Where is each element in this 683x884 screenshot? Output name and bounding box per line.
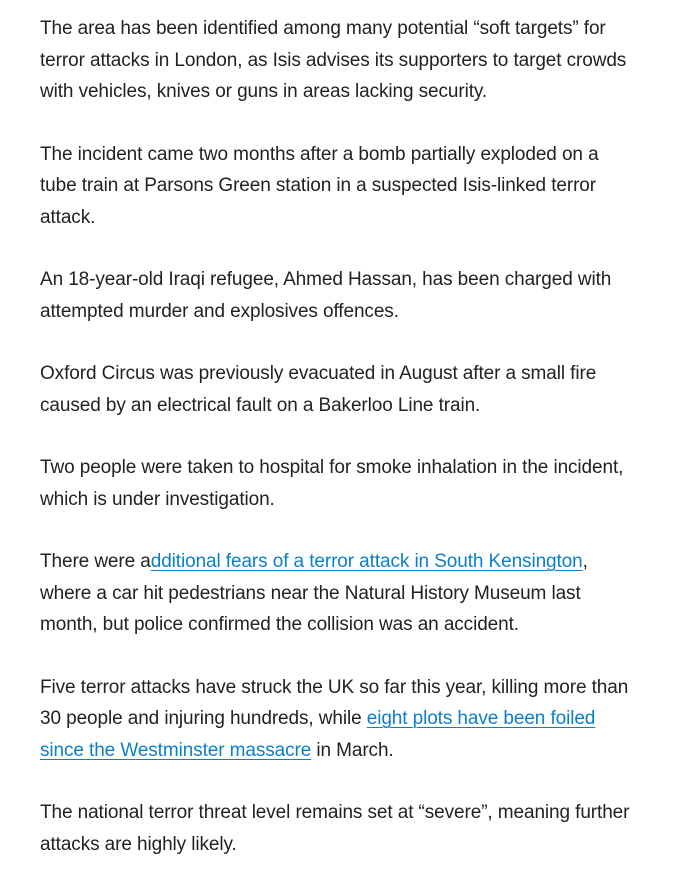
paragraph-parsons-green: The incident came two months after a bomb partially exploded on a tube train at Parsons Green station in a suspected Isis-linked terror attack. — [40, 143, 599, 228]
paragraph-five-attacks — [40, 672, 640, 767]
paragraph-text-after-link: , where a car hit pedestrians near the Natural History Museum last month, but police confirmed the collision was an accident. — [40, 551, 588, 635]
paragraph-ahmed-hassan: An 18-year-old Iraqi refugee, Ahmed Hassan, has been charged with attempted murder and explosives offences. — [40, 269, 612, 322]
paragraph-text-before-link: There were a — [40, 551, 151, 572]
south-kensington-link[interactable]: dditional fears of a terror attack in South Kensington — [150, 551, 583, 572]
paragraph-threat-level: The national terror threat level remains set at “severe”, meaning further attacks are highly likely. — [40, 802, 630, 855]
paragraph-oxford-circus: Oxford Circus was previously evacuated in August after a small fire caused by an electrical fault on a Bakerloo Line train. — [40, 363, 597, 416]
eight-plots-foiled-link[interactable]: eight plots have been foiled since the Westminster massacre — [40, 708, 596, 761]
paragraph-smoke-inhalation: Two people were taken to hospital for smoke inhalation in the incident, which is under investigation. — [40, 457, 624, 510]
paragraph-text-after-link: in March. — [311, 739, 394, 761]
paragraph-soft-targets: The area has been identified among many potential “soft targets” for terror attacks in London, as Isis advises its supporters to target crowds with vehicles, knives or guns in areas lacking security. — [40, 18, 627, 102]
paragraph-text-before-link: Five terror attacks have struck the UK so far this year, killing more than 30 people and injuring hundreds, while — [40, 676, 629, 729]
paragraph-south-kensington — [40, 546, 640, 641]
